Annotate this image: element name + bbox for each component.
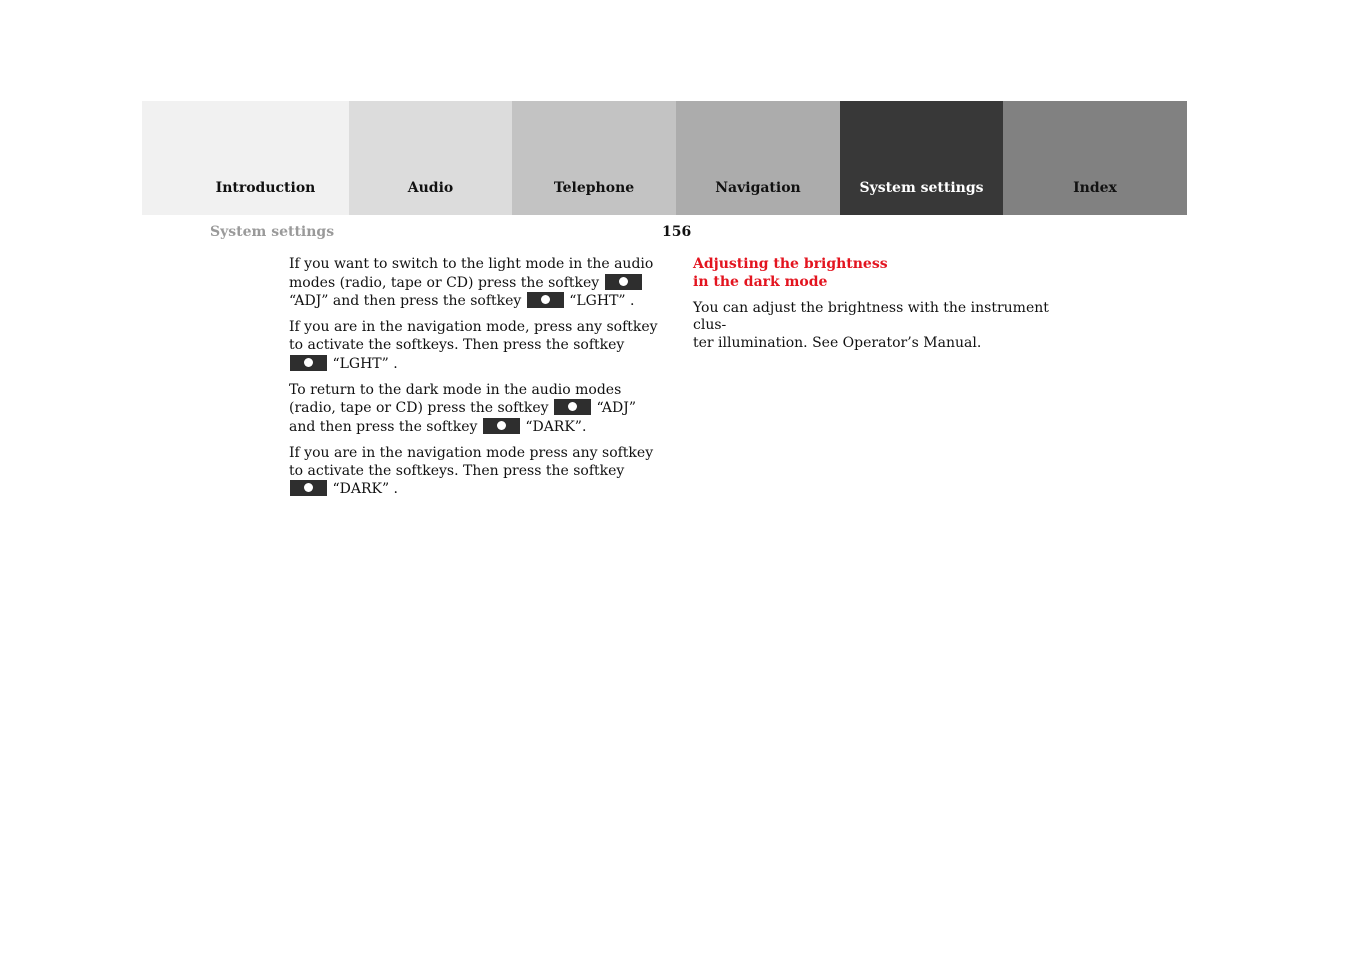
tab-audio-label: Audio	[407, 180, 454, 196]
softkey-icon	[527, 292, 564, 308]
paragraph-dark-mode-audio	[289, 382, 661, 437]
brightness-paragraph	[693, 300, 1073, 353]
softkey-icon	[605, 274, 642, 290]
left-column	[289, 256, 661, 508]
paragraph-text: If you are in the navigation mode press any softkey to activate the softkeys. Then press the softkey	[289, 445, 654, 479]
tab-introduction[interactable]	[142, 101, 349, 215]
paragraph-light-mode-navigation	[289, 319, 661, 373]
paragraph-text: “DARK”.	[525, 418, 587, 435]
tab-index[interactable]	[1003, 101, 1187, 215]
tab-navigation[interactable]	[676, 101, 840, 215]
paragraph-text: “ADJ” and then press the softkey	[289, 293, 522, 310]
paragraph-text: “LGHT” .	[569, 293, 635, 310]
tab-navigation-label: Navigation	[715, 180, 801, 196]
section-label: System settings	[210, 224, 335, 240]
brightness-heading	[693, 256, 1073, 291]
tab-system-settings-label: System settings	[859, 180, 984, 196]
heading-line-2: in the dark mode	[693, 273, 828, 290]
right-column	[693, 256, 1073, 353]
page-number: 156	[662, 224, 692, 240]
softkey-icon	[483, 418, 520, 434]
paragraph-light-mode-audio	[289, 256, 661, 311]
body-line-2: ter illumination. See Operator’s Manual.	[693, 334, 982, 351]
softkey-icon	[554, 399, 591, 415]
tab-audio[interactable]	[349, 101, 512, 215]
tab-introduction-label: Introduction	[215, 180, 316, 196]
softkey-icon	[290, 480, 327, 496]
body-line-1: You can adjust the brightness with the instrument clus-	[693, 299, 1049, 334]
paragraph-text: “DARK” .	[332, 481, 399, 498]
paragraph-dark-mode-navigation	[289, 445, 661, 499]
tab-telephone[interactable]	[512, 101, 676, 215]
heading-line-1: Adjusting the brightness	[693, 256, 888, 272]
tab-system-settings[interactable]	[840, 101, 1003, 215]
paragraph-text: If you want to switch to the light mode in the audio modes (radio, tape or CD) press the softkey	[289, 256, 654, 291]
tab-index-label: Index	[1073, 180, 1117, 196]
chapter-tabs	[142, 101, 1187, 215]
paragraph-text: To return to the dark mode in the audio modes (radio, tape or CD) press the softkey	[289, 381, 622, 417]
paragraph-text: “LGHT” .	[332, 355, 398, 372]
paragraph-text: “ADJ” and then press the softkey	[289, 400, 636, 435]
paragraph-text: If you are in the navigation mode, press any softkey to activate the softkeys. Then press the softkey	[289, 319, 658, 353]
softkey-icon	[290, 355, 327, 371]
tab-telephone-label: Telephone	[553, 180, 635, 196]
